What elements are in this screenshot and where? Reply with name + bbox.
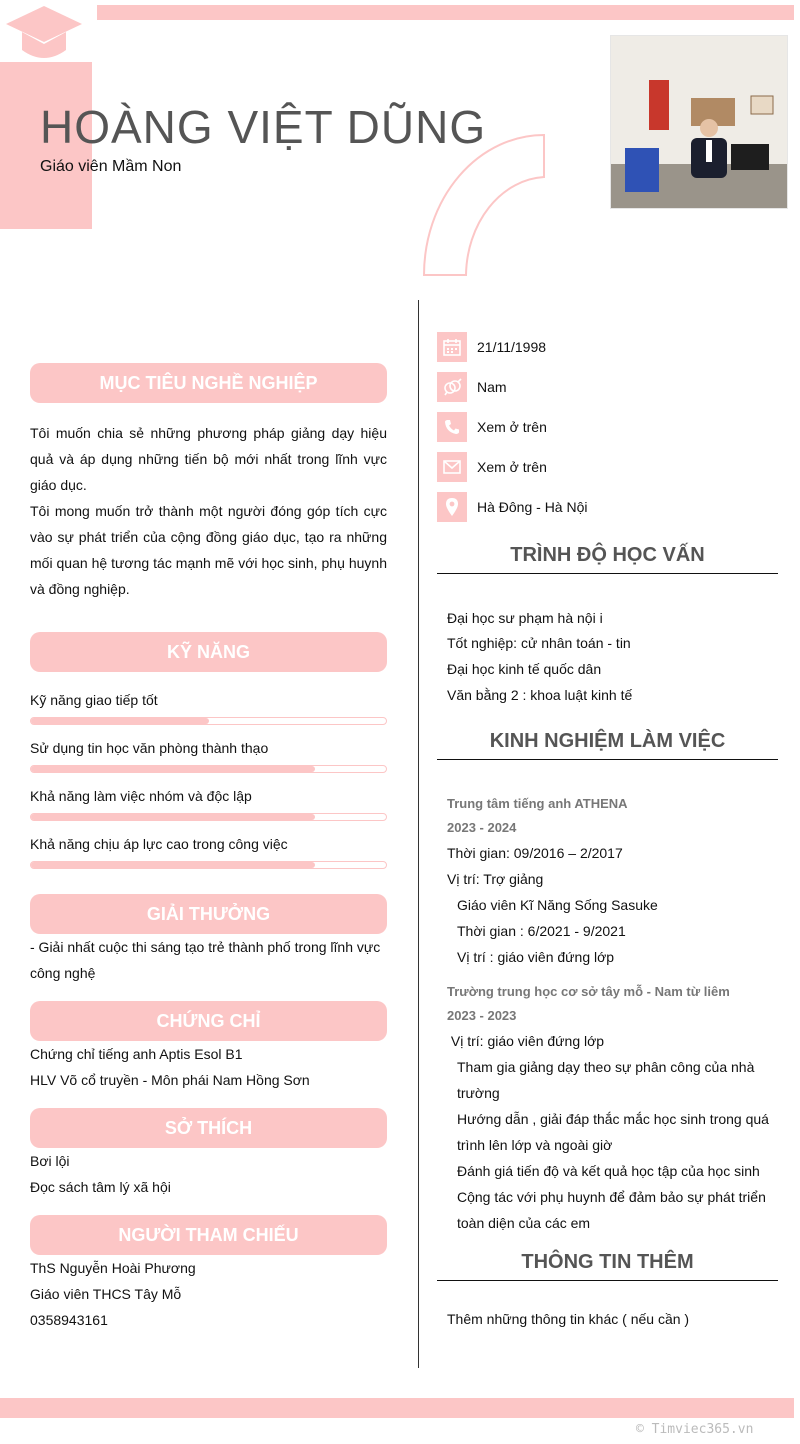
skill-bar	[30, 717, 387, 725]
job-company: Trung tâm tiếng anh ATHENA	[447, 796, 628, 811]
awards-text: - Giải nhất cuộc thi sáng tạo trẻ thành phố trong lĩnh vực công nghệ	[30, 939, 381, 981]
job-sub-title: Giáo viên Kĩ Năng Sống Sasuke	[457, 897, 658, 913]
top-decor-bar	[97, 5, 794, 20]
certificate-item: HLV Võ cổ truyền - Môn phái Nam Hồng Sơn	[30, 1072, 310, 1088]
contact-birthdate	[437, 332, 546, 362]
candidate-role: Giáo viên Mầm Non	[40, 158, 182, 175]
education-item: Văn bằng 2 : khoa luật kinh tế	[447, 687, 633, 703]
job-time: Thời gian: 09/2016 – 2/2017	[447, 845, 623, 861]
reference-item: ThS Nguyễn Hoài Phương	[30, 1260, 196, 1276]
skills-heading: KỸ NĂNG	[30, 632, 387, 672]
extra-info-heading: THÔNG TIN THÊM	[437, 1251, 778, 1281]
calendar-icon	[437, 332, 467, 362]
bottom-decor-bar	[0, 1398, 794, 1418]
reference-item: Giáo viên THCS Tây Mỗ	[30, 1286, 182, 1302]
extra-info-text: Thêm những thông tin khác ( nếu cần )	[447, 1311, 690, 1327]
reference-item: 0358943161	[30, 1312, 108, 1328]
contact-value: Hà Đông - Hà Nội	[477, 499, 588, 515]
skill-bar-fill	[31, 718, 209, 724]
contact-phone	[437, 412, 547, 442]
education-heading: TRÌNH ĐỘ HỌC VẤN	[437, 544, 778, 574]
location-icon	[437, 492, 467, 522]
graduation-cap-icon	[4, 4, 84, 62]
certificate-item: Chứng chỉ tiếng anh Aptis Esol B1	[30, 1046, 243, 1062]
contact-value: 21/11/1998	[477, 339, 547, 355]
hobby-item: Đọc sách tâm lý xã hội	[30, 1179, 171, 1195]
job-position: Vị trí: Trợ giảng	[447, 871, 544, 887]
contact-value: Xem ở trên	[477, 459, 547, 475]
email-icon	[437, 452, 467, 482]
education-item: Đại học sư phạm hà nội i	[447, 610, 603, 626]
awards-heading: GIẢI THƯỞNG	[30, 894, 387, 934]
hobbies-heading: SỞ THÍCH	[30, 1108, 387, 1148]
education-item: Đại học kinh tế quốc dân	[447, 661, 602, 677]
contact-gender	[437, 372, 507, 402]
experience-heading: KINH NGHIỆM LÀM VIỆC	[437, 730, 778, 760]
column-divider	[418, 300, 419, 1368]
skill-label: Sử dụng tin học văn phòng thành thạo	[30, 740, 269, 756]
education-item: Tốt nghiệp: cử nhân toán - tin	[447, 635, 631, 651]
skill-bar-fill	[31, 766, 315, 772]
job-years: 2023 - 2023	[447, 1008, 517, 1023]
skill-bar-fill	[31, 814, 315, 820]
contact-value: Xem ở trên	[477, 419, 547, 435]
job-duty: Tham gia giảng dạy theo sự phân công của nhà trường	[457, 1059, 755, 1101]
profile-photo	[610, 35, 788, 209]
job-sub-time: Thời gian : 6/2021 - 9/2021	[457, 923, 626, 939]
skill-label: Khả năng làm việc nhóm và độc lập	[30, 788, 252, 804]
job-company: Trường trung học cơ sở tây mỗ - Nam từ liêm	[447, 984, 730, 999]
job-duty: Hướng dẫn , giải đáp thắc mắc học sinh trong quá trình lên lớp và ngoài giờ	[457, 1111, 769, 1153]
skill-label: Khả năng chịu áp lực cao trong công việc	[30, 836, 288, 852]
skill-bar-fill	[31, 862, 315, 868]
contact-value: Nam	[477, 379, 507, 395]
contact-email	[437, 452, 547, 482]
job-years: 2023 - 2024	[447, 820, 517, 835]
photo-illustration	[611, 36, 787, 208]
references-heading: NGƯỜI THAM CHIẾU	[30, 1215, 387, 1255]
job-duty: Đánh giá tiến độ và kết quả học tập của học sinh	[457, 1163, 760, 1179]
hobby-item: Bơi lội	[30, 1153, 70, 1169]
contact-location	[437, 492, 588, 522]
certificates-heading: CHỨNG CHỈ	[30, 1001, 387, 1041]
footer-copyright: © Timviec365.vn	[636, 1422, 754, 1437]
arc-decoration	[420, 133, 548, 279]
skill-label: Kỹ năng giao tiếp tốt	[30, 692, 158, 708]
skill-bar	[30, 765, 387, 773]
job-sub-position: Vị trí : giáo viên đứng lớp	[457, 949, 615, 965]
skill-bar	[30, 813, 387, 821]
phone-icon	[437, 412, 467, 442]
candidate-name: HOÀNG VIỆT DŨNG	[40, 101, 487, 153]
objective-heading: MỤC TIÊU NGHỀ NGHIỆP	[30, 363, 387, 403]
job-duty: Cộng tác với phụ huynh để đảm bảo sự phát triển toàn diện của các em	[457, 1189, 766, 1231]
skill-bar	[30, 861, 387, 869]
gender-icon	[437, 372, 467, 402]
objective-text: Tôi muốn chia sẻ những phương pháp giảng dạy hiệu quả và áp dụng những tiến bộ mới nhất trong lĩnh vực giáo dục. Tôi mong muốn trở thành một người đóng góp tích cực vào sự phát triển của cộng đồng giáo dục, tạo ra những mối quan hệ tương tác mạnh mẽ với học sinh, phụ huynh và đồng nghiệp.	[30, 425, 387, 597]
job-position: Vị trí: giáo viên đứng lớp	[447, 1033, 605, 1049]
